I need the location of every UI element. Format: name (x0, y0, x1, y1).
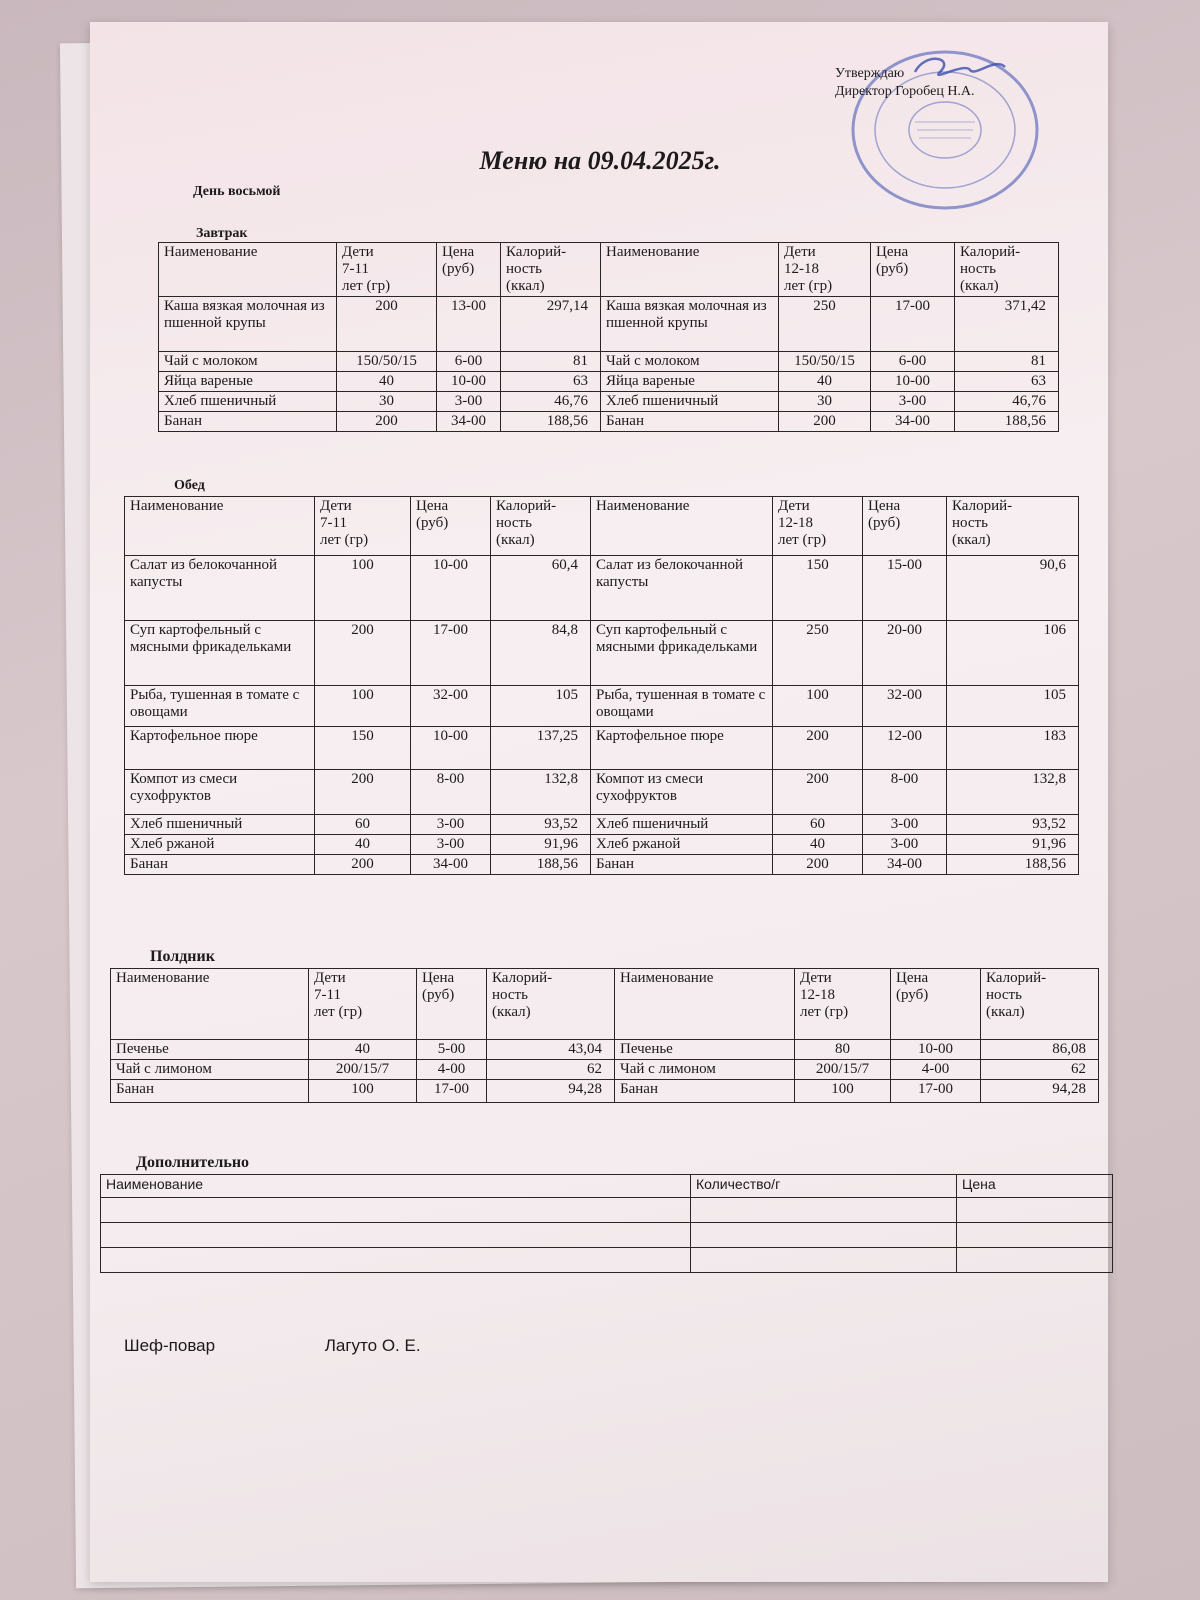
table-cell: Яйца вареные (601, 372, 779, 392)
table-row (125, 770, 1079, 815)
table-cell: Суп картофельный с мясными фрикадельками (591, 621, 773, 686)
table-cell: Хлеб ржаной (591, 835, 773, 855)
table-cell: 132,8 (491, 770, 591, 815)
table-cell: 137,25 (491, 727, 591, 770)
header-row (111, 969, 1099, 1040)
table-cell: 43,04 (487, 1040, 615, 1060)
day-label: День восьмой (193, 184, 281, 199)
table-cell: 17-00 (871, 297, 955, 352)
table-cell: 3-00 (437, 392, 501, 412)
column-header: Дети 12-18 лет (гр) (795, 969, 891, 1040)
table-cell: 91,96 (491, 835, 591, 855)
table-row (159, 372, 1059, 392)
table-cell: 200 (315, 621, 411, 686)
table-cell: 200 (315, 770, 411, 815)
table-cell: Компот из смеси сухофруктов (591, 770, 773, 815)
column-header: Калорий- ность (ккал) (487, 969, 615, 1040)
table-cell: Хлеб ржаной (125, 835, 315, 855)
table-cell: 12-00 (863, 727, 947, 770)
table-cell: 100 (773, 686, 863, 727)
column-header: Цена (957, 1175, 1113, 1198)
table-header (125, 497, 1079, 556)
column-header: Цена (руб) (437, 243, 501, 297)
column-header: Наименование (111, 969, 309, 1040)
column-header: Дети 7-11 лет (гр) (315, 497, 411, 556)
column-header: Цена (руб) (411, 497, 491, 556)
breakfast-table (158, 242, 1059, 432)
table-cell: 150/50/15 (779, 352, 871, 372)
signature-role: Шеф-повар (124, 1336, 216, 1355)
table-cell: 200 (337, 412, 437, 432)
column-header: Наименование (601, 243, 779, 297)
column-header: Цена (руб) (417, 969, 487, 1040)
table-cell: 4-00 (891, 1060, 981, 1080)
table-cell: Картофельное пюре (125, 727, 315, 770)
table-cell: 81 (501, 352, 601, 372)
table-cell: 200 (779, 412, 871, 432)
table-cell: 200 (773, 770, 863, 815)
signature-block (124, 1336, 421, 1356)
table-cell: Хлеб пшеничный (591, 815, 773, 835)
approval-line: Утверждаю (835, 66, 905, 81)
table-cell: Чай с лимоном (111, 1060, 309, 1080)
table-cell: Рыба, тушенная в томате с овощами (591, 686, 773, 727)
table-cell: 3-00 (863, 815, 947, 835)
table-row (159, 297, 1059, 352)
column-header: Калорий- ность (ккал) (501, 243, 601, 297)
table-cell: 46,76 (501, 392, 601, 412)
table-cell: 200 (315, 855, 411, 875)
table-cell: 188,56 (947, 855, 1079, 875)
table-cell: 81 (955, 352, 1059, 372)
table-cell: 100 (315, 686, 411, 727)
table-cell: 40 (309, 1040, 417, 1060)
table-cell (691, 1223, 957, 1248)
table-row (125, 815, 1079, 835)
table-cell: 200/15/7 (309, 1060, 417, 1080)
table-cell: 150 (315, 727, 411, 770)
table-cell: Банан (125, 855, 315, 875)
table-cell (691, 1198, 957, 1223)
table-cell: 200 (773, 855, 863, 875)
column-header: Количество/г (691, 1175, 957, 1198)
table-cell: Каша вязкая молочная из пшенной крупы (159, 297, 337, 352)
column-header: Калорий- ность (ккал) (491, 497, 591, 556)
table-cell: 183 (947, 727, 1079, 770)
table-body (159, 297, 1059, 432)
table-cell: 80 (795, 1040, 891, 1060)
table-cell: Яйца вареные (159, 372, 337, 392)
table-cell: 63 (955, 372, 1059, 392)
table-cell: Хлеб пшеничный (159, 392, 337, 412)
table-cell: 90,6 (947, 556, 1079, 621)
table-cell: 105 (947, 686, 1079, 727)
table-cell: Каша вязкая молочная из пшенной крупы (601, 297, 779, 352)
header-row (159, 243, 1059, 297)
table-cell: 84,8 (491, 621, 591, 686)
column-header: Калорий- ность (ккал) (981, 969, 1099, 1040)
column-header: Цена (руб) (863, 497, 947, 556)
table-cell: 40 (773, 835, 863, 855)
table-cell: 94,28 (981, 1080, 1099, 1103)
table-cell: 93,52 (491, 815, 591, 835)
table-row (125, 556, 1079, 621)
table-cell: Банан (111, 1080, 309, 1103)
table-cell: 86,08 (981, 1040, 1099, 1060)
column-header: Дети 7-11 лет (гр) (337, 243, 437, 297)
table-cell: 40 (779, 372, 871, 392)
table-cell: Банан (601, 412, 779, 432)
table-cell: 30 (337, 392, 437, 412)
column-header: Цена (руб) (891, 969, 981, 1040)
section-breakfast-label: Завтрак (196, 226, 248, 241)
column-header: Дети 12-18 лет (гр) (779, 243, 871, 297)
table-cell: 10-00 (437, 372, 501, 392)
table-cell: 93,52 (947, 815, 1079, 835)
table-row (125, 835, 1079, 855)
table-cell: 10-00 (871, 372, 955, 392)
table-cell: 100 (315, 556, 411, 621)
table-cell: 3-00 (863, 835, 947, 855)
table-cell: 3-00 (411, 835, 491, 855)
table-body (125, 556, 1079, 875)
table-cell: Банан (615, 1080, 795, 1103)
table-cell: 17-00 (417, 1080, 487, 1103)
table-cell: Печенье (111, 1040, 309, 1060)
table-row (125, 855, 1079, 875)
table-cell: 34-00 (863, 855, 947, 875)
section-extra-label: Дополнительно (136, 1154, 250, 1171)
table-cell: 8-00 (411, 770, 491, 815)
table-cell: 62 (981, 1060, 1099, 1080)
table-cell (957, 1198, 1113, 1223)
table-cell: 60 (773, 815, 863, 835)
column-header: Наименование (101, 1175, 691, 1198)
table-row (101, 1198, 1113, 1223)
signature-name: Лагуто О. Е. (324, 1336, 421, 1355)
table-header (111, 969, 1099, 1040)
lunch-table (124, 496, 1079, 875)
table-cell: 63 (501, 372, 601, 392)
table-cell (101, 1198, 691, 1223)
extra-table (100, 1174, 1113, 1273)
table-cell: 188,56 (955, 412, 1059, 432)
table-row (159, 352, 1059, 372)
table-row (111, 1080, 1099, 1103)
table-row (125, 621, 1079, 686)
table-cell: 34-00 (411, 855, 491, 875)
table-row (159, 412, 1059, 432)
table-cell: 32-00 (863, 686, 947, 727)
table-cell: 188,56 (491, 855, 591, 875)
table-cell: 371,42 (955, 297, 1059, 352)
header-row (125, 497, 1079, 556)
table-cell: Банан (591, 855, 773, 875)
table-cell: Чай с молоком (159, 352, 337, 372)
table-cell: 32-00 (411, 686, 491, 727)
column-header: Калорий- ность (ккал) (955, 243, 1059, 297)
table-cell: Компот из смеси сухофруктов (125, 770, 315, 815)
column-header: Калорий- ность (ккал) (947, 497, 1079, 556)
director-name: Директор Горобец Н.А. (835, 84, 975, 99)
table-cell: 150/50/15 (337, 352, 437, 372)
table-cell: 188,56 (501, 412, 601, 432)
table-cell: 62 (487, 1060, 615, 1080)
table-cell: 10-00 (411, 556, 491, 621)
table-row (101, 1223, 1113, 1248)
table-cell: 34-00 (871, 412, 955, 432)
snack-table (110, 968, 1099, 1103)
column-header: Наименование (615, 969, 795, 1040)
table-cell (957, 1248, 1113, 1273)
table-cell: Салат из белокочанной капусты (125, 556, 315, 621)
table-cell: 10-00 (411, 727, 491, 770)
header-row (101, 1175, 1113, 1198)
table-body (101, 1198, 1113, 1273)
table-cell: 46,76 (955, 392, 1059, 412)
table-cell (691, 1248, 957, 1273)
table-body (111, 1040, 1099, 1103)
column-header: Наименование (125, 497, 315, 556)
column-header: Дети 12-18 лет (гр) (773, 497, 863, 556)
table-header (101, 1175, 1113, 1198)
column-header: Дети 7-11 лет (гр) (309, 969, 417, 1040)
table-cell: 297,14 (501, 297, 601, 352)
table-cell: Банан (159, 412, 337, 432)
table-cell: 105 (491, 686, 591, 727)
table-cell: 15-00 (863, 556, 947, 621)
table-cell: 60 (315, 815, 411, 835)
table-cell: Хлеб пшеничный (125, 815, 315, 835)
table-cell: 94,28 (487, 1080, 615, 1103)
table-cell: 200 (773, 727, 863, 770)
table-cell: 106 (947, 621, 1079, 686)
table-cell (101, 1248, 691, 1273)
table-cell: 100 (795, 1080, 891, 1103)
table-row (125, 727, 1079, 770)
table-cell: 60,4 (491, 556, 591, 621)
table-cell: 20-00 (863, 621, 947, 686)
table-cell: 34-00 (437, 412, 501, 432)
table-row (125, 686, 1079, 727)
table-cell: Картофельное пюре (591, 727, 773, 770)
section-lunch-label: Обед (174, 478, 205, 493)
approval-block (835, 65, 975, 101)
page-title: Меню на 09.04.2025г. (479, 146, 721, 175)
table-cell: Чай с лимоном (615, 1060, 795, 1080)
table-cell: 4-00 (417, 1060, 487, 1080)
table-cell: 91,96 (947, 835, 1079, 855)
table-row (111, 1060, 1099, 1080)
table-cell: 6-00 (871, 352, 955, 372)
column-header: Цена (руб) (871, 243, 955, 297)
table-cell: 40 (337, 372, 437, 392)
column-header: Наименование (159, 243, 337, 297)
table-cell: 250 (779, 297, 871, 352)
table-cell: 13-00 (437, 297, 501, 352)
table-cell (957, 1223, 1113, 1248)
table-cell: Чай с молоком (601, 352, 779, 372)
table-cell: 150 (773, 556, 863, 621)
table-cell: 132,8 (947, 770, 1079, 815)
table-cell: 8-00 (863, 770, 947, 815)
table-cell: 100 (309, 1080, 417, 1103)
table-cell: 17-00 (411, 621, 491, 686)
table-cell: 200/15/7 (795, 1060, 891, 1080)
table-cell: 250 (773, 621, 863, 686)
table-cell: 40 (315, 835, 411, 855)
table-cell: 3-00 (411, 815, 491, 835)
table-row (111, 1040, 1099, 1060)
table-cell: 200 (337, 297, 437, 352)
table-cell: Салат из белокочанной капусты (591, 556, 773, 621)
table-cell: Хлеб пшеничный (601, 392, 779, 412)
table-cell: 3-00 (871, 392, 955, 412)
table-cell: Рыба, тушенная в томате с овощами (125, 686, 315, 727)
table-cell: 6-00 (437, 352, 501, 372)
table-header (159, 243, 1059, 297)
section-snack-label: Полдник (150, 948, 215, 965)
table-cell: 5-00 (417, 1040, 487, 1060)
table-cell: 10-00 (891, 1040, 981, 1060)
table-row (101, 1248, 1113, 1273)
table-cell (101, 1223, 691, 1248)
table-cell: 30 (779, 392, 871, 412)
table-row (159, 392, 1059, 412)
column-header: Наименование (591, 497, 773, 556)
table-cell: 17-00 (891, 1080, 981, 1103)
table-cell: Печенье (615, 1040, 795, 1060)
table-cell: Суп картофельный с мясными фрикадельками (125, 621, 315, 686)
